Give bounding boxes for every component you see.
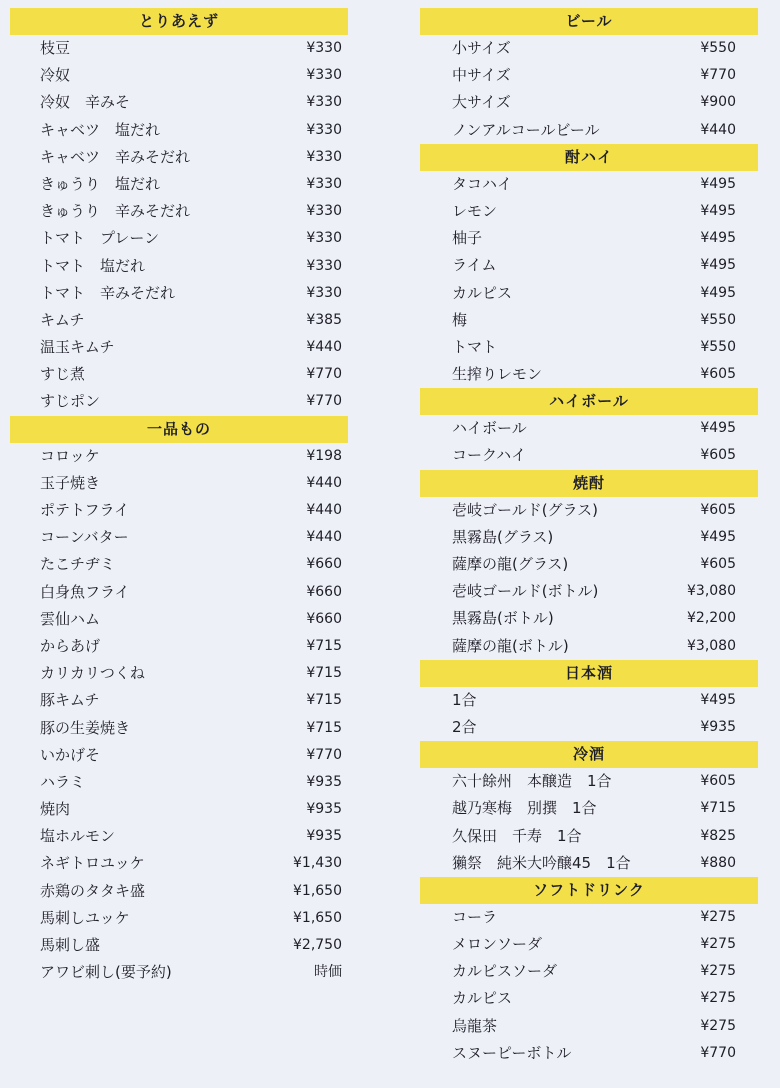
menu-item-name: キャベツ 辛みそだれ [40,147,191,166]
menu-item-name: アワビ刺し(要予約) [40,963,172,982]
menu-item [452,1040,736,1067]
menu-item [40,388,342,415]
menu-item [40,551,342,578]
menu-item-name: 六十餘州 本醸造 1合 [452,772,612,791]
menu-item [40,144,342,171]
menu-item-name: たこチヂミ [40,555,116,574]
menu-item-name: 薩摩の龍(グラス) [452,555,569,573]
menu-item-price: ¥715 [700,800,736,817]
menu-item-name: 獺祭 純米大吟醸45 1合 [452,853,631,872]
menu-item-price: ¥495 [700,284,736,301]
menu-item-name: 雲仙ハム [40,609,101,628]
menu-item-price: ¥495 [700,528,736,545]
menu-item-name: 烏龍茶 [452,1016,498,1035]
menu-item [452,850,736,877]
menu-item-name: 中サイズ [452,66,511,85]
menu-item-price: ¥440 [306,474,342,491]
menu-item-name: コーンバター [40,528,129,547]
menu-item-name: ハラミ [40,772,86,791]
menu-item-price: ¥605 [700,501,736,518]
menu-item-name: ハイボール [452,419,527,438]
menu-item [40,823,342,850]
menu-item-price: ¥3,080 [687,637,736,654]
menu-item-name: 小サイズ [452,39,511,57]
menu-item-price: ¥495 [700,420,736,437]
menu-item-name: キムチ [40,310,85,329]
menu-item-name: スヌーピーボトル [452,1043,572,1062]
menu-item-name: カルピスソーダ [452,962,558,981]
menu-item-price: ¥198 [306,447,342,464]
menu-item-price: ¥385 [306,311,342,328]
menu-item-name: メロンソーダ [452,935,543,954]
menu-item-price: ¥495 [700,202,736,219]
menu-item [40,905,342,932]
menu-item-price: ¥770 [306,393,342,410]
menu-item-price: ¥330 [306,67,342,84]
menu-item-price: ¥605 [700,366,736,383]
menu-item-price: ¥3,080 [687,583,736,600]
menu-item [452,225,736,252]
menu-item-price: ¥770 [306,746,342,763]
menu-item [452,62,736,89]
menu-item [40,606,342,633]
menu-item [40,932,342,959]
menu-item-price: ¥275 [700,908,736,925]
menu-item-price: ¥660 [306,556,342,573]
menu-item-price: ¥770 [306,366,342,383]
menu-item [452,768,736,795]
menu-item [40,660,342,687]
menu-item-price: ¥495 [700,230,736,247]
section-header: 冷酒 [420,741,758,768]
menu-item-name: タコハイ [452,174,513,193]
menu-item-name: コロッケ [40,446,100,465]
menu-item-price: ¥605 [700,773,736,790]
menu-item-name: レモン [452,201,498,220]
menu-item-name: ノンアルコールビール [452,120,600,139]
menu-item-name: 柚子 [452,229,483,248]
menu-section [400,388,780,469]
menu-item [40,307,342,334]
menu-item-name: 豚の生姜焼き [40,718,131,737]
menu-item-price: ¥330 [306,230,342,247]
menu-item-name: トマト [452,337,498,356]
menu-item-price: ¥2,750 [293,937,342,953]
menu-column-right [400,8,780,1067]
menu-item-name: 黒霧島(ボトル) [452,609,554,628]
menu-item-name: きゅうり 塩だれ [40,174,161,193]
menu-item-price: ¥935 [306,773,342,790]
menu-item [40,62,342,89]
menu-item-price: ¥330 [306,257,342,274]
menu-item-price: ¥900 [700,94,736,111]
menu-item-price: ¥605 [700,556,736,572]
menu-item-name: カリカリつくね [40,664,145,683]
menu-section [0,416,400,987]
menu-item [40,959,342,986]
menu-item [40,280,342,307]
section-header: 酎ハイ [420,144,758,171]
menu-item-price: ¥1,430 [293,855,342,872]
menu-item-price: ¥1,650 [293,882,342,899]
menu-item [452,307,736,334]
menu-item-price: ¥330 [306,284,342,301]
menu-item-name: すじ煮 [40,365,86,384]
menu-item-name: 枝豆 [40,39,71,57]
menu-item-price: ¥495 [700,691,736,708]
menu-item-name: 生搾りレモン [452,365,543,384]
menu-item-price: ¥880 [700,854,736,871]
menu-item [40,742,342,769]
menu-item [40,878,342,905]
menu-item-name: 馬刺しユッケ [40,908,130,927]
section-header: とりあえず [10,8,348,35]
menu-item-price: ¥1,650 [293,909,342,926]
menu-item [40,35,342,62]
menu-item [452,252,736,279]
menu-item [452,795,736,822]
menu-section [400,877,780,1067]
menu-item-price: ¥275 [700,1017,736,1034]
menu-item-name: コークハイ [452,446,527,465]
menu-item [40,769,342,796]
menu-item [40,633,342,660]
menu-item-price: ¥440 [700,121,736,138]
menu-item [452,89,736,116]
menu-item [40,89,342,116]
menu-item [40,497,342,524]
menu-item [452,605,736,632]
menu-item [452,551,736,578]
menu-section [0,8,400,416]
menu-item-price: ¥770 [700,1044,736,1061]
menu-item [452,171,736,198]
menu-item-price: ¥330 [306,40,342,56]
menu-item [40,225,342,252]
menu-item [452,497,736,524]
menu-item-price: 時価 [314,964,342,981]
menu-item [452,280,736,307]
menu-item [40,361,342,388]
menu-section [400,8,780,144]
menu-item-price: ¥715 [306,692,342,709]
menu-item [40,579,342,606]
menu-item-price: ¥605 [700,447,736,464]
menu-item [40,524,342,551]
menu-item-price: ¥440 [306,529,342,546]
menu-item-name: 壱岐ゴールド(グラス) [452,500,598,519]
menu-item [452,578,736,605]
menu-item-name: いかげそ [40,745,101,764]
menu-item-name: 温玉キムチ [40,338,115,357]
menu-item [40,470,342,497]
menu-item-price: ¥550 [700,338,736,355]
menu-item [452,415,736,442]
menu-item-name: きゅうり 辛みそだれ [40,202,191,221]
menu-item-price: ¥275 [700,990,736,1007]
menu-item [452,958,736,985]
menu-item [452,985,736,1012]
menu-item-price: ¥440 [306,502,342,518]
menu-item-name: 2合 [452,717,477,736]
menu-item [452,1013,736,1040]
menu-item-price: ¥935 [306,801,342,818]
menu-item-name: 梅 [452,310,468,329]
menu-item [40,687,342,714]
menu-item [40,117,342,144]
menu-item-name: 越乃寒梅 別撰 1合 [452,799,597,818]
menu-item-name: 薩摩の龍(ボトル) [452,636,569,655]
menu-item-price: ¥825 [700,827,736,844]
menu-item [452,35,736,62]
menu-section [400,470,780,660]
menu-item-name: 赤鶏のタタキ盛 [40,881,146,900]
menu-item-name: 壱岐ゴールド(ボトル) [452,582,599,601]
section-header: 焼酎 [420,470,758,497]
menu-item [40,443,342,470]
menu-item-name: 大サイズ [452,93,511,112]
menu-item [452,904,736,931]
menu-section [400,144,780,389]
menu-item-name: カルピス [452,989,513,1008]
menu-item-name: 白身魚フライ [40,582,130,601]
menu-item [452,198,736,225]
menu-item-price: ¥715 [306,719,342,736]
menu-item-name: 焼肉 [40,800,71,819]
menu-item-price: ¥935 [700,718,736,735]
menu-section [400,741,780,877]
menu-item [40,198,342,225]
menu-item-price: ¥550 [700,40,736,56]
menu-item [452,687,736,714]
menu-item [452,931,736,958]
menu-item-price: ¥715 [306,665,342,682]
menu-item-name: ネギトロユッケ [40,854,145,873]
menu-item-name: トマト プレーン [40,229,160,248]
menu-item-price: ¥275 [700,963,736,980]
menu-item-name: からあげ [40,636,101,655]
menu-item-price: ¥330 [306,203,342,220]
menu-item [40,334,342,361]
menu-item-price: ¥935 [306,828,342,845]
menu-item-name: 黒霧島(グラス) [452,527,554,546]
menu-item [40,253,342,280]
menu-item-price: ¥330 [306,148,342,165]
menu-item-name: 1合 [452,690,477,709]
section-header: ソフトドリンク [420,877,758,904]
menu-item-price: ¥495 [700,257,736,274]
menu-section [400,660,780,741]
menu-item [452,442,736,469]
menu-item [452,361,736,388]
menu-item [40,850,342,877]
menu-item [452,334,736,361]
menu-item-price: ¥440 [306,339,342,356]
menu-item-price: ¥2,200 [687,610,736,627]
menu-item [452,823,736,850]
menu-item [40,715,342,742]
menu-item [452,117,736,144]
menu-item-name: コーラ [452,907,498,926]
menu-item-price: ¥550 [700,311,736,328]
section-header: 日本酒 [420,660,758,687]
menu-item-name: すじポン [40,392,101,411]
menu-item-price: ¥660 [306,583,342,600]
menu-item-name: 久保田 千寿 1合 [452,826,582,845]
menu-item-price: ¥330 [306,94,342,111]
menu-item-name: ライム [452,256,497,275]
menu-item-name: 玉子焼き [40,473,101,492]
menu-item [40,171,342,198]
menu-item-name: トマト 辛みそだれ [40,283,176,302]
menu-item-name: キャベツ 塩だれ [40,120,161,139]
menu-item [452,714,736,741]
menu-item-name: 塩ホルモン [40,827,116,846]
menu-item-price: ¥330 [306,121,342,138]
menu-item-name: ポテトフライ [40,501,130,519]
menu-item-price: ¥330 [306,175,342,192]
menu-item-price: ¥275 [700,936,736,953]
menu-column-left [0,8,400,986]
section-header: ハイボール [420,388,758,415]
menu-item-name: 豚キムチ [40,691,100,710]
section-header: ビール [420,8,758,35]
menu-item [40,796,342,823]
menu-item [452,524,736,551]
menu-item [452,633,736,660]
menu-item-price: ¥770 [700,67,736,84]
menu-item-price: ¥715 [306,637,342,654]
menu-item-name: 馬刺し盛 [40,936,101,954]
menu-item-name: 冷奴 辛みそ [40,93,131,112]
menu-item-name: 冷奴 [40,66,71,85]
section-header: 一品もの [10,416,348,443]
menu-item-price: ¥660 [306,610,342,627]
menu-item-name: カルピス [452,283,513,302]
menu-item-price: ¥495 [700,175,736,192]
menu-item-name: トマト 塩だれ [40,256,146,275]
